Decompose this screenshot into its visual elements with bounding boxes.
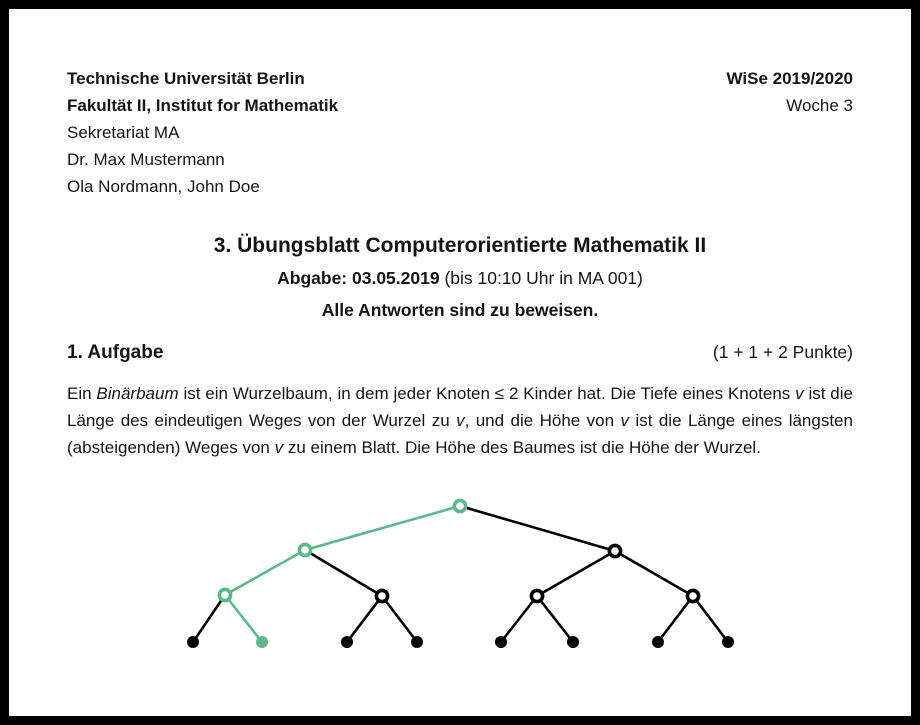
tree-node-internal [299, 544, 310, 555]
exercise-points: (1 + 1 + 2 Punkte) [712, 342, 853, 362]
exercise-header-row [67, 338, 853, 367]
text-segment: ist die Länge eines längsten (absteigenden) Weges von [67, 411, 853, 457]
deadline-line [67, 264, 853, 292]
text-segment: Abgabe: 03.05.2019 [277, 268, 440, 288]
text-segment: v [456, 411, 465, 430]
tree-node-internal [219, 589, 230, 600]
tree-edge [658, 596, 693, 642]
tree-node-leaf [411, 636, 423, 648]
header-line: Dr. Max Mustermann [67, 150, 225, 169]
text-segment: Ein [67, 384, 97, 403]
text-segment: ist die Länge des eindeutigen Weges von der Wurzel zu [67, 384, 853, 430]
header-line: WiSe 2019/2020 [726, 69, 853, 88]
text-segment: (bis 10:10 Uhr in MA 001) [439, 268, 643, 288]
tree-edge [225, 595, 262, 642]
tree-edge [501, 596, 537, 642]
header-line: Ola Nordmann, John Doe [67, 177, 260, 196]
exercise-heading: 1. Aufgabe [67, 342, 164, 363]
tree-node-leaf [256, 636, 268, 648]
text-segment: zu einem Blatt. Die Höhe des Baumes ist die Höhe der Wurzel. [283, 438, 761, 457]
header-institution-block [67, 65, 338, 200]
tree-edge [693, 596, 728, 642]
exercise-body-text [67, 380, 853, 461]
tree-edge [537, 551, 615, 596]
tree-node-leaf [652, 636, 664, 648]
tree-node-leaf [722, 636, 734, 648]
tree-node-leaf [567, 636, 579, 648]
title-block [67, 231, 853, 324]
tree-node-internal [687, 590, 698, 601]
tree-edge [305, 506, 460, 550]
document-header [67, 65, 853, 200]
text-segment: ist ein Wurzelbaum, in dem jeder Knoten ≤ 2 Kinder hat. Die Tiefe eines Knotens [178, 384, 796, 403]
tree-edge [347, 596, 382, 642]
header-line: Fakultät II, Institut for Mathematik [67, 96, 339, 115]
tree-node-internal [609, 545, 620, 556]
document-content [9, 9, 911, 461]
tree-edge [615, 551, 693, 596]
tree-node-leaf [341, 636, 353, 648]
text-segment: v [274, 438, 284, 457]
proof-note: Alle Antworten sind zu beweisen. [321, 300, 599, 320]
tree-node-internal [454, 500, 465, 511]
tree-node-internal [531, 590, 542, 601]
text-segment: , und die Höhe von [464, 411, 621, 430]
text-segment: Binärbaum [96, 384, 179, 403]
header-semester-block [727, 65, 854, 119]
tree-edge [225, 550, 305, 595]
header-line: Woche 3 [786, 96, 853, 115]
tree-edge [382, 596, 417, 642]
header-line: Sekretariat MA [67, 123, 180, 142]
tree-edge [537, 596, 573, 642]
tree-edge [460, 506, 615, 551]
tree-node-leaf [495, 636, 507, 648]
header-line: Technische Universität Berlin [67, 69, 305, 88]
text-segment: v [795, 384, 804, 403]
tree-node-internal [376, 590, 387, 601]
tree-edge [305, 550, 382, 596]
text-segment: v [620, 411, 629, 430]
sheet-title: 3. Übungsblatt Computerorientierte Mathematik II [213, 234, 707, 257]
tree-node-leaf [187, 636, 199, 648]
tree-edge [193, 595, 225, 642]
